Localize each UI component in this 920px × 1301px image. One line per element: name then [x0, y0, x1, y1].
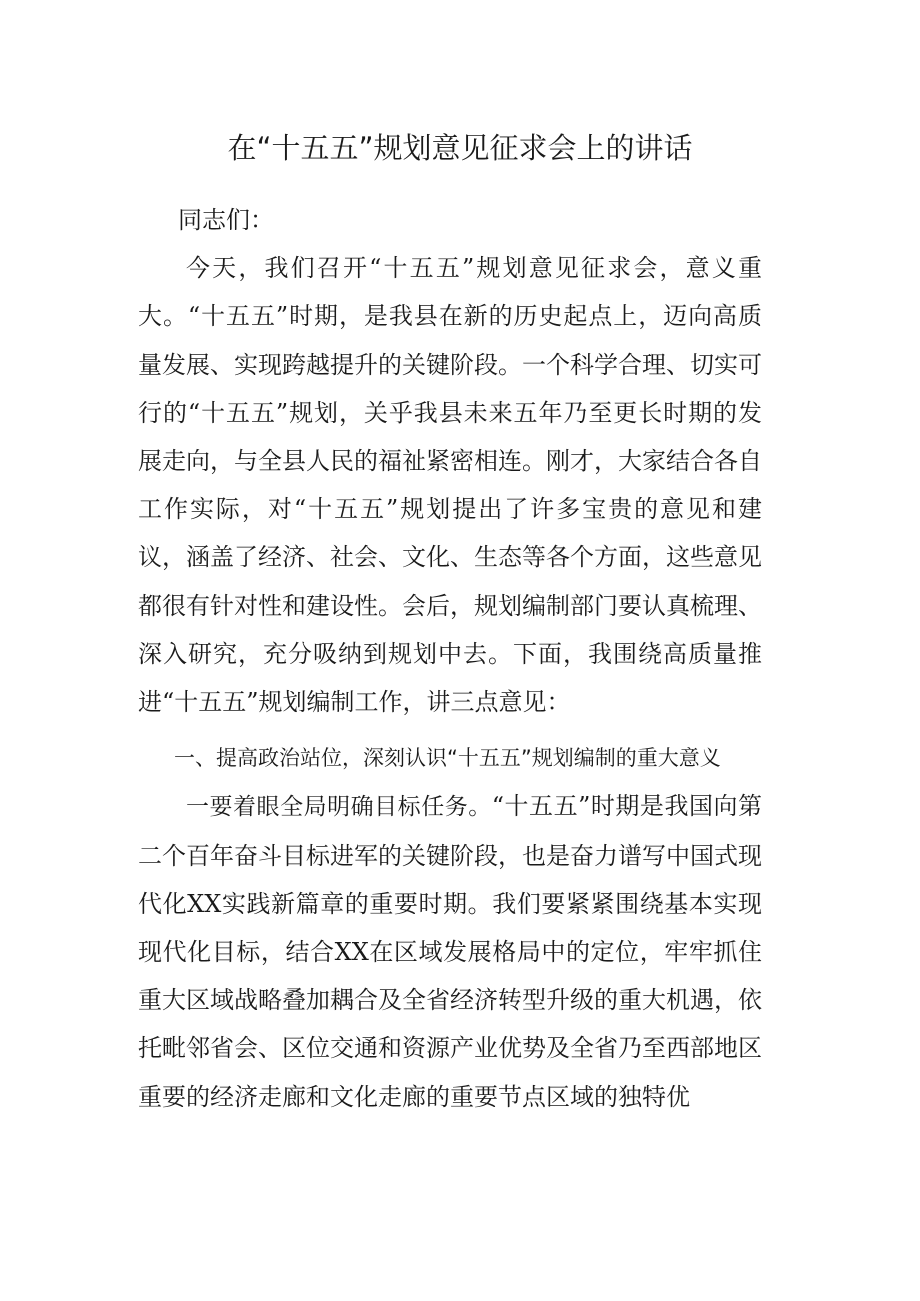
section-heading-1: 一、提高政治站位，深刻认识“十五五”规划编制的重大意义	[174, 746, 721, 771]
document-body	[138, 196, 762, 1121]
salutation: 同志们：	[178, 206, 274, 234]
document-title: 在“十五五”规划意见征求会上的讲话	[227, 131, 693, 165]
paragraph-goals	[138, 782, 762, 1120]
section-spacer	[138, 726, 762, 734]
paragraph-goals-body: “十五五”时期是我国向第二个百年奋斗目标进军的关键阶段，也是奋力谱写中国式现代化XX实践新篇章的重要时期。我们要紧紧围绕基本实现现代化目标，结合XX在区域发展格局中的定位，牢牢抓住重大区域战略叠加耦合及全省经济转型升级的重大机遇，依托毗邻省会、区位交通和资源产业优势及全省乃至西部地区重要的经济走廊和文化走廊的重要节点区域的独特优	[138, 792, 762, 1111]
paragraph-intro: 今天，我们召开“十五五”规划意见征求会，意义重大。“十五五”时期，是我县在新的历史起点上，迈向高质量发展、实现跨越提升的关键阶段。一个科学合理、切实可行的“十五五”规划，关乎我县未来五年乃至更长时期的发展走向，与全县人民的福祉紧密相连。刚才，大家结合各自工作实际，对“十五五”规划提出了许多宝贵的意见和建议，涵盖了经济、社会、文化、生态等各个方面，这些意见都很有针对性和建设性。会后，规划编制部门要认真梳理、深入研究，充分吸纳到规划中去。下面，我围绕高质量推进“十五五”规划编制工作，讲三点意见：	[138, 254, 762, 717]
paragraph-lead: 一要着眼全局明确目标任务。	[186, 794, 492, 821]
